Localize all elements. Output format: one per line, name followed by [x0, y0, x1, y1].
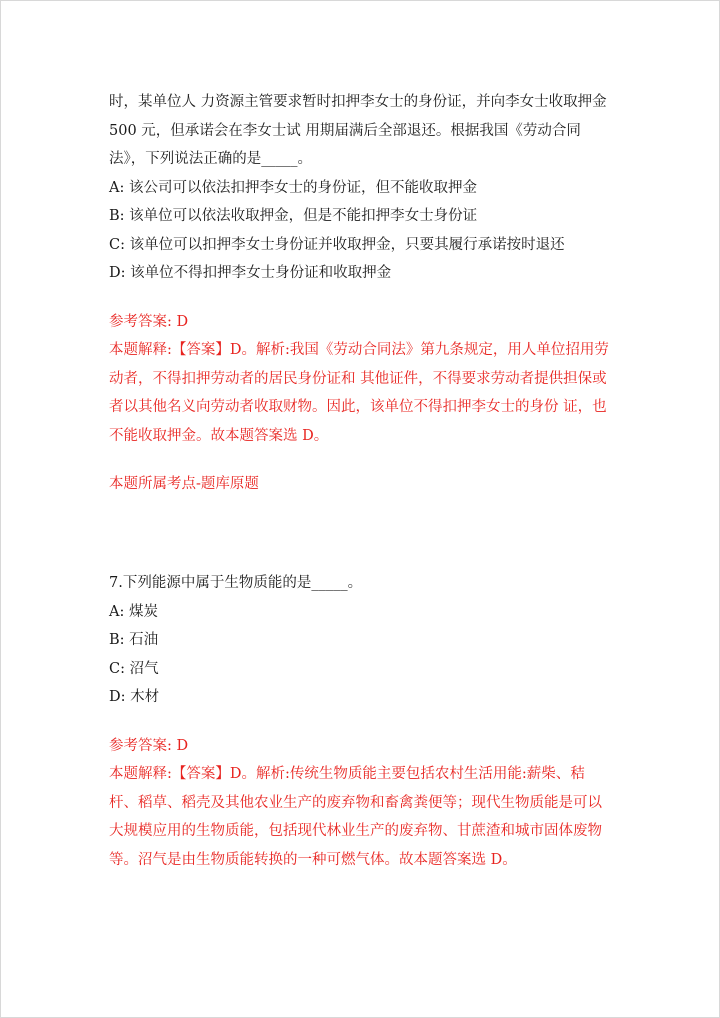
explanation-line: 等。沼气是由生物质能转换的一种可燃气体。故本题答案选 D。 — [109, 851, 517, 868]
option-a: A: 该公司可以依法扣押李女士的身份证，但不能收取押金 — [109, 179, 477, 196]
option-d: D: 木材 — [109, 689, 160, 705]
answer-label: 参考答案: D — [109, 737, 189, 754]
explanation-line: 不能收取押金。故本题答案选 D。 — [109, 427, 329, 444]
question-6 — [109, 88, 619, 499]
question-7 — [109, 569, 619, 874]
question-stem-line: 法》，下列说法正确的是_____。 — [109, 151, 312, 167]
answer-label: 参考答案: D — [109, 313, 189, 330]
option-d: D: 该单位不得扣押李女士身份证和收取押金 — [109, 265, 392, 281]
explanation-line: 大规模应用的生物质能，包括现代林业生产的废弃物、甘蔗渣和城市固体废物 — [109, 823, 602, 839]
option-a: A: 煤炭 — [109, 603, 158, 620]
explanation-line: 本题解释:【答案】D。解析:传统生物质能主要包括农村生活用能:薪柴、秸 — [109, 766, 585, 782]
option-b: B: 该单位可以依法收取押金，但是不能扣押李女士身份证 — [109, 208, 478, 224]
question-stem: 7.下列能源中属于生物质能的是_____。 — [109, 575, 363, 591]
option-c: C: 沼气 — [109, 660, 159, 677]
category-label: 本题所属考点-题库原题 — [109, 476, 259, 492]
explanation-line: 者以其他名义向劳动者收取财物。因此，该单位不得扣押李女士的身份 证，也 — [109, 399, 607, 415]
explanation-line: 动者，不得扣押劳动者的居民身份证和 其他证件，不得要求劳动者提供担保或 — [109, 370, 607, 387]
explanation-line: 杆、稻草、稻壳及其他农业生产的废弃物和畜禽粪便等；现代生物质能是可以 — [109, 794, 602, 811]
question-stem-line: 时，某单位人 力资源主管要求暂时扣押李女士的身份证，并向李女士收取押金 — [109, 94, 607, 110]
explanation-line: 本题解释:【答案】D。解析:我国《劳动合同法》第九条规定，用人单位招用劳 — [109, 342, 609, 358]
question-stem-line: 500 元，但承诺会在李女士试 用期届满后全部退还。根据我国《劳动合同 — [109, 122, 581, 139]
option-c: C: 该单位可以扣押李女士身份证并收取押金，只要其履行承诺按时退还 — [109, 236, 565, 253]
option-b: B: 石油 — [109, 632, 159, 648]
